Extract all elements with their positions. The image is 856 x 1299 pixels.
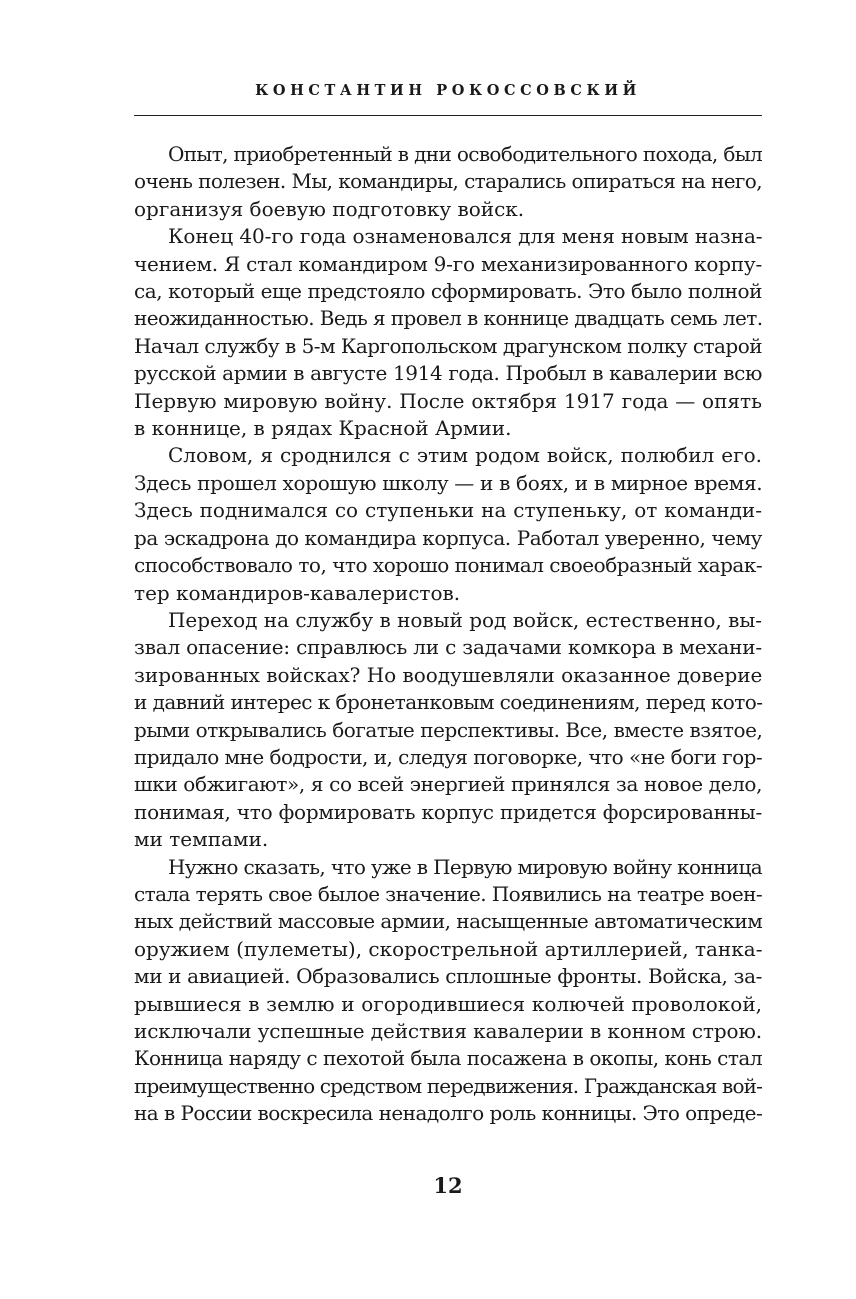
text-line: исключали успешные действия кавалерии в конном строю. [134,1019,762,1043]
text-line: Словом, я сроднился с этим родом войск, полюбил его. [168,443,762,468]
text-line: шки обжигают», я со всей энергией принялся за новое дело, [134,772,763,797]
text-line: оружием (пулеметы), скорострельной артиллерией, танка- [134,936,763,961]
text-line: неожиданностью. Ведь я провел в коннице двадцать семь лет. [134,306,763,331]
text-line: понимая, что формировать корпус придется форсированны- [134,799,762,824]
text-line: Первую мировую войну. После октября 1917 года — опять [134,388,762,413]
text-line: организуя боевую подготовку войск. [134,196,525,221]
text-line: Здесь прошел хорошую школу — и в боях, и в мирное время. [134,470,763,495]
text-line: ра эскадрона до командира корпуса. Работал уверенно, чему [134,525,762,550]
text-line: Конница наряду с пехотой была посажена в окопы, конь стал [134,1046,763,1071]
text-line: придало мне бодрости, и, следуя поговорке, что «не боги гор- [134,744,763,769]
text-line: тер командиров-кавалеристов. [134,580,461,605]
text-line: ми темпами. [134,827,269,852]
text-line: Начал службу в 5-м Каргопольском драгунском полку старой [134,333,762,358]
text-line: Здесь поднимался со ступеньки на ступеньку, от команди- [134,498,762,523]
text-line: Переход на службу в новый род войск, естественно, вы- [168,607,762,632]
text-line: зированных войсках? Но воодушевляли оказанное доверие [134,662,763,687]
page-number: 12 [433,1173,463,1198]
text-line: на в России воскресила ненадолго роль конницы. Это опреде- [134,1101,763,1126]
text-line: рывшиеся в землю и огородившиеся колючей проволокой, [134,991,762,1016]
text-line: звал опасение: справлюсь ли с задачами комкора в механи- [134,635,762,660]
text-line: преимущественно средством передвижения. Гражданская вой- [134,1073,762,1098]
text-line: и давний интерес к бронетанковым соединениям, перед кото- [134,690,763,715]
text-line: Нужно сказать, что уже в Первую мировую войну конница [168,854,762,879]
text-line: ных действий массовые армии, насыщенные автоматическим [134,909,763,934]
text-line: в коннице, в рядах Красной Армии. [134,416,512,441]
text-line: ми и авиацией. Образовались сплошные фронты. Войска, за- [134,964,763,989]
header-divider [134,115,762,116]
running-header-author: КОНСТАНТИН РОКОССОВСКИЙ [255,82,641,99]
text-line: Конец 40-го года ознаменовался для меня новым назна- [168,224,763,249]
text-line: очень полезен. Мы, командиры, старались опираться на него, [134,169,762,194]
text-line: русской армии в августе 1914 года. Пробыл в кавалерии всю [134,361,762,386]
body-text [134,141,762,1128]
text-line: са, который еще предстояло сформировать. Это было полной [134,279,762,304]
text-line: стала терять свое былое значение. Появились на театре воен- [134,881,762,906]
text-line: чением. Я стал командиром 9-го механизированного корпу- [134,251,763,276]
text-line: способствовало то, что хорошо понимал своеобразный харак- [134,553,763,578]
text-line: рыми открывались богатые перспективы. Все, вместе взятое, [134,717,763,742]
text-line: Опыт, приобретенный в дни освободительного похода, был [168,142,763,166]
